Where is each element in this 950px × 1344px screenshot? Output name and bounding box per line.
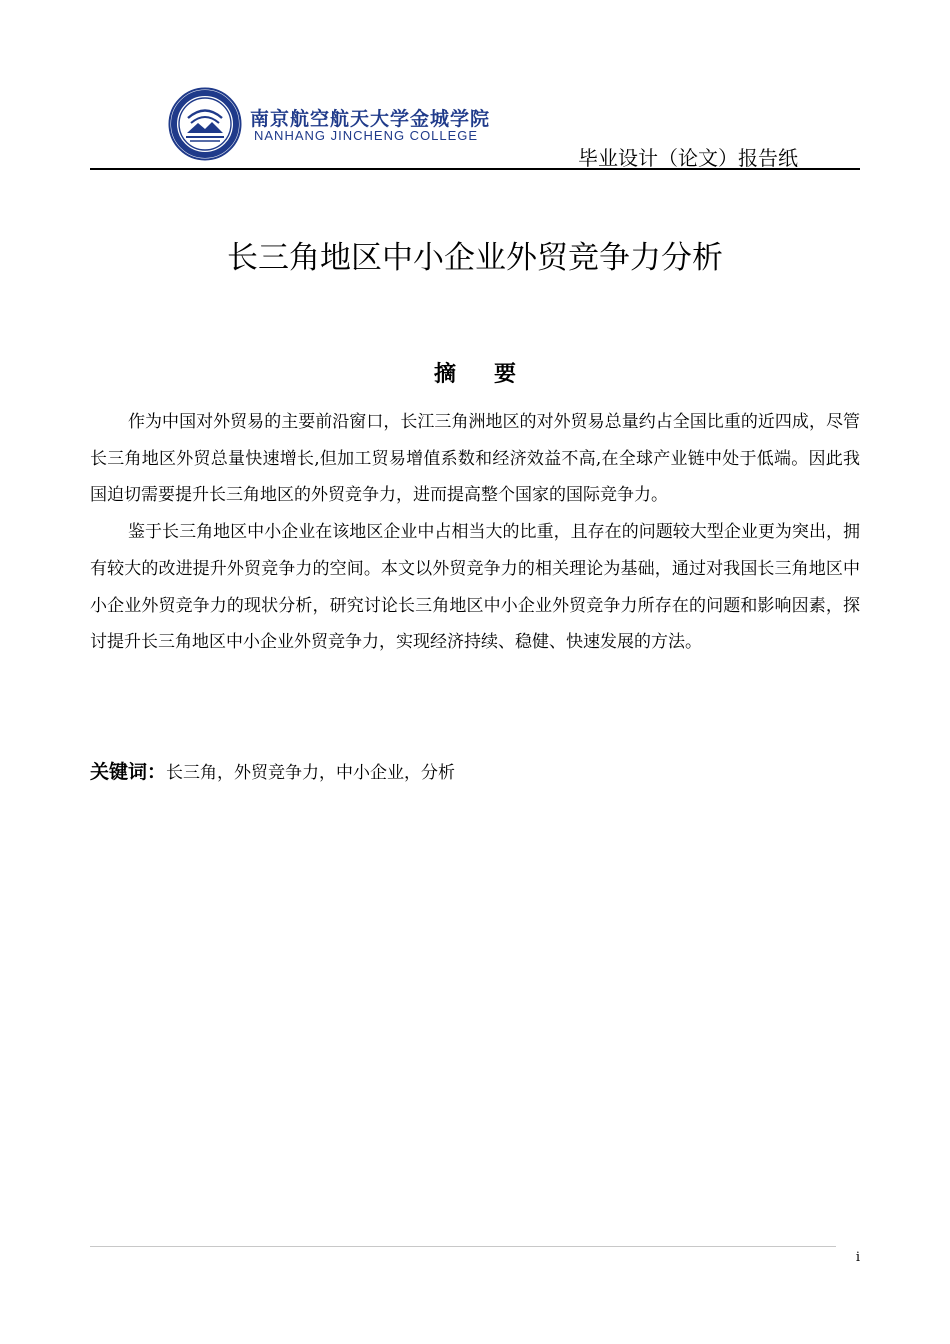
abstract-paragraph-1: 作为中国对外贸易的主要前沿窗口，长江三角洲地区的对外贸易总量约占全国比重的近四成，尽管长三角地区外贸总量快速增长,但加工贸易增值系数和经济效益不高,在全球产业链中处于低端。因此我国迫切需要提升长三角地区的外贸竞争力，进而提高整个国家的国际竞争力。 — [90, 412, 860, 506]
footer-divider — [90, 1246, 836, 1247]
college-name-en: NANHANG JINCHENG COLLEGE — [254, 128, 479, 143]
abstract-paragraph-2: 鉴于长三角地区中小企业在该地区企业中占相当大的比重，且存在的问题较大型企业更为突出，拥有较大的改进提升外贸竞争力的空间。本文以外贸竞争力的相关理论为基础，通过对我国长三角地区中小企业外贸竞争力的现状分析，研究讨论长三角地区中小企业外贸竞争力所存在的问题和影响因素，探讨提升长三角地区中小企业外贸竞争力，实现经济持续、稳健、快速发展的方法。 — [90, 522, 860, 653]
college-name-cn: 南京航空航天大学金城学院 — [250, 108, 491, 130]
page-header — [0, 0, 950, 172]
document-title: 长三角地区中小企业外贸竞争力分析 — [227, 240, 723, 276]
header-divider — [90, 168, 860, 170]
abstract-body — [90, 404, 860, 661]
keywords-value: 长三角，外贸竞争力，中小企业，分析 — [166, 763, 456, 783]
keywords-label: 关键词： — [90, 761, 167, 783]
abstract-heading: 摘要 — [433, 362, 554, 387]
page-number: i — [855, 1250, 860, 1265]
college-seal-icon — [168, 87, 242, 161]
keywords-line — [90, 757, 860, 784]
report-paper-label: 毕业设计（论文）报告纸 — [578, 146, 798, 170]
